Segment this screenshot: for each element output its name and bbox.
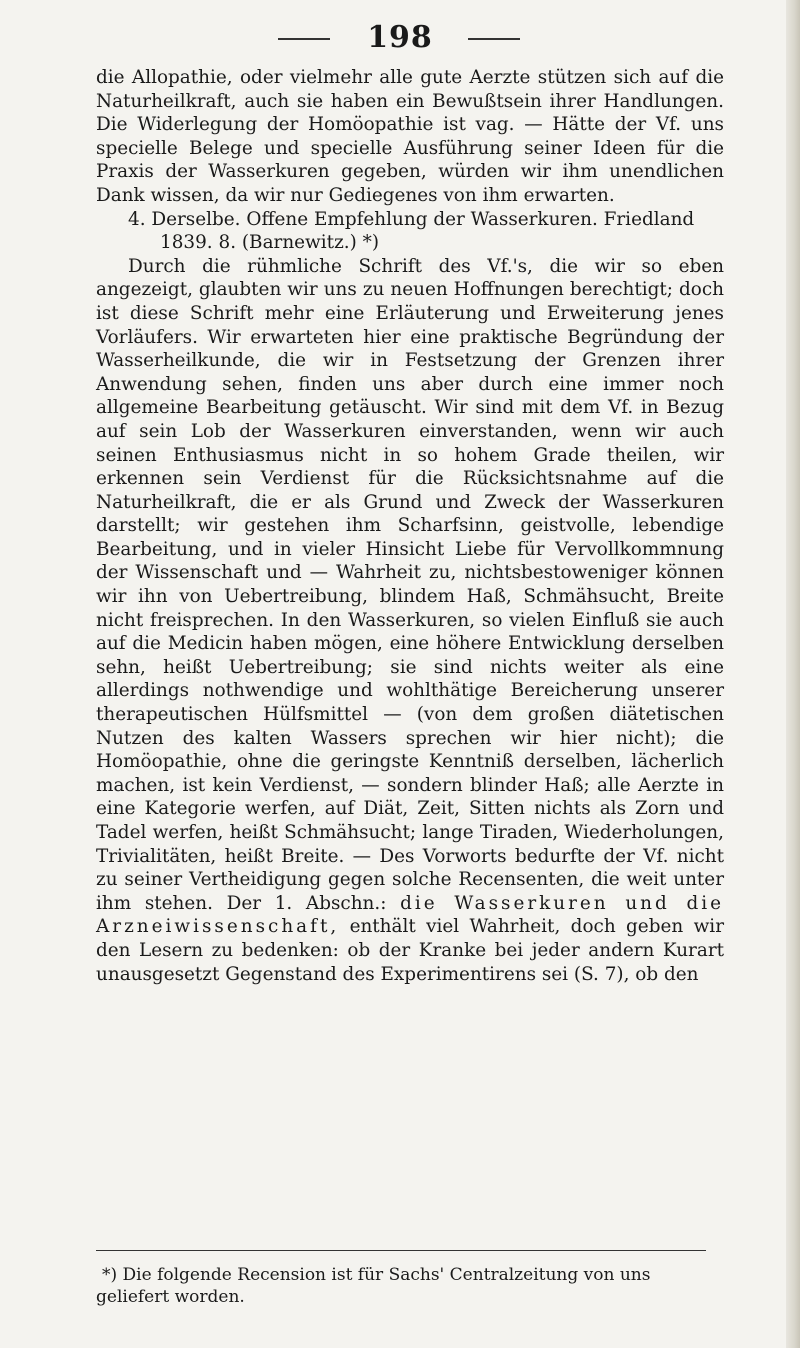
footnote (96, 1264, 724, 1308)
footnote-line-2: geliefert worden. (96, 1287, 245, 1307)
footnote-divider (96, 1250, 706, 1251)
page-edge-shadow (786, 0, 800, 1348)
footnote-line-1: *) Die folgende Recension ist für Sachs' Centralzeitung von uns (102, 1265, 651, 1285)
review-heading-line-2: 1839. 8. (Barnewitz.) *) (160, 232, 379, 254)
paragraph-2 (96, 255, 724, 986)
paragraph-1: die Allopathie, oder vielmehr alle gute Aerzte stützen sich auf die Naturheilkraft, auch sie haben ein Bewußtsein ihrer Handlungen. Die Widerlegung der Homöopathie ist vag. — Hätte der Vf. uns specielle Belege und specielle Ausführung seiner Ideen für die Praxis der Wasserkuren gegeben, würden wir ihm unendlichen Dank wissen, da wir nur Gediegenes von ihm erwarten. (96, 67, 724, 206)
header-rule-right (468, 38, 520, 40)
header-rule-left (278, 38, 330, 40)
paragraph-2-end: enthält viel Wahrheit, doch geben wir den Lesern zu bedenken: ob der Kranke bei jeder andern Kurart unausgesetzt Gegenstand des Experimentirens sei (S. 7), ob den (96, 916, 724, 985)
page-number: 198 (367, 20, 433, 55)
paragraph-2-text: Durch die rühmliche Schrift des Vf.'s, die wir so eben angezeigt, glaubten wir uns zu neuen Hoffnungen berechtigt; doch ist diese Schrift mehr eine Erläuterung und Erweiterung jenes Vorläufers. Wir erwarteten hier eine praktische Begründung der Wasserheilkunde, die wir in Festsetzung der Grenzen ihrer Anwendung sehen, finden uns aber durch eine immer noch allgemeine Bearbeitung getäuscht. Wir sind mit dem Vf. in Bezug auf sein Lob der Wasserkuren einverstanden, wenn wir auch seinen Enthusiasmus nicht in so hohem Grade theilen, wir erkennen sein Verdienst für die Rücksichtsnahme auf die Naturheilkraft, die er als Grund und Zweck der Wasserkuren darstellt; wir gestehen ihm Scharfsinn, geistvolle, lebendige Bearbeitung, und in vieler Hinsicht Liebe für Vervollkommnung der Wissenschaft und — Wahrheit zu, nichtsbestoweniger können wir ihn von Uebertreibung, blindem Haß, Schmähsucht, Breite nicht freisprechen. In den Wasserkuren, so vielen Einfluß sie auch auf die Medicin haben mögen, eine höhere Entwicklung derselben sehn, heißt Uebertreibung; sie sind nichts weiter als eine allerdings nothwendige und wohlthätige Bereicherung unserer therapeutischen Hülfsmittel — (von dem großen diätetischen Nutzen des kalten Wassers sprechen wir hier nicht); die Homöopathie, ohne die geringste Kenntniß derselben, lächerlich machen, ist kein Verdienst, — sondern blinder Haß; alle Aerzte in eine Kategorie werfen, auf Diät, Zeit, Sitten nichts als Zorn und Tadel werfen, heißt Schmähsucht; lange Tiraden, Wiederholungen, Trivialitäten, heißt Breite. — Des Vorworts bedurfte der Vf. nicht zu seiner Vertheidigung gegen solche Recensenten, die weit unter ihm stehen. Der 1. Abschn.: (96, 255, 724, 914)
page-header (0, 18, 800, 54)
review-heading-line-1: 4. Derselbe. Offene Empfehlung der Wasserkuren. Friedland (128, 208, 695, 230)
emphasized-chapter-title: die Wasserkuren und die Arzneiwissenschaft, (96, 892, 724, 938)
main-text (96, 66, 724, 986)
